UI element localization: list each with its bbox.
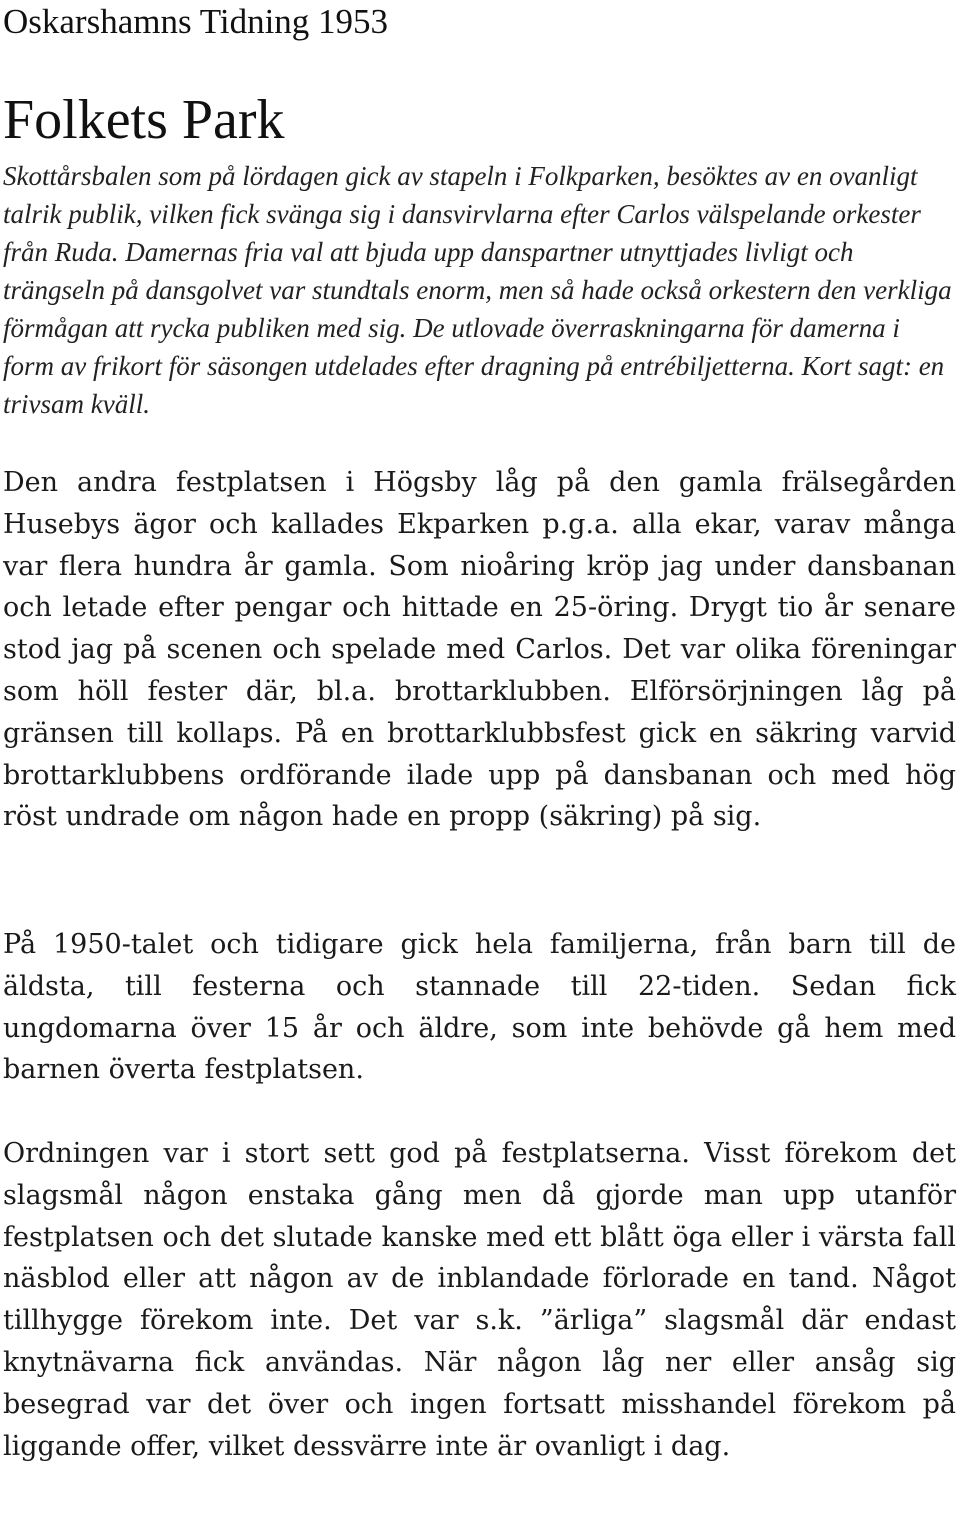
- article-title: Folkets Park: [3, 89, 285, 151]
- source-line: Oskarshamns Tidning 1953: [3, 2, 389, 41]
- body-paragraph: På 1950-talet och tidigare gick hela familjerna, från barn till de äldsta, till festerna och stannade till 22-tiden. Sedan fick ungdomarna över 15 år och äldre, som inte behövde gå hem med barnen överta festplatsen.: [3, 929, 956, 1086]
- body-paragraph: Den andra festplatsen i Högsby låg på den gamla frälsegården Husebys ägor och kallades Ekparken p.g.a. alla ekar, varav många var flera hundra år gamla. Som nioåring kröp jag under dansbanan och letade efter pengar och hittade en 25-öring. Drygt tio år senare stod jag på scenen och spelade med Carlos. Det var olika föreningar som höll fester där, bl.a. brottarklubben. Elförsörjningen låg på gränsen till kollaps. På en brottarklubbsfest gick en säkring varvid brottarklubbens ordförande ilade upp på dansbanan och med hög röst undrade om någon hade en propp (säkring) på sig.: [3, 467, 956, 833]
- body-paragraph: Ordningen var i stort sett god på festplatserna. Visst förekom det slagsmål någon enstaka gång men då gjorde man upp utanför festplatsen och det slutade kanske med ett blått öga eller i värsta fall näsblod eller att någon av de inblandade förlorade en tand. Något tillhygge förekom inte. Det var s.k. ”ärliga” slagsmål där endast knytnävarna fick användas. När någon låg ner eller ansåg sig besegrad var det över och ingen fortsatt misshandel förekom på liggande offer, vilket dessvärre inte är ovanligt i dag.: [3, 1138, 956, 1462]
- newspaper-quote: Skottårsbalen som på lördagen gick av stapeln i Folkparken, besöktes av en ovanligt talrik publik, vilken fick svänga sig i dansvirvlarna efter Carlos välspelande orkester från Ruda. Damernas fria val att bjuda upp danspartner utnyttjades livligt och trängseln på dansgolvet var stundtals enorm, men så hade också orkestern den verkliga förmågan att rycka publiken med sig. De utlovade överraskningarna för damerna i form av frikort för säsongen utdelades efter dragning på entrébiljetterna. Kort sagt: en trivsam kväll.: [3, 161, 952, 419]
